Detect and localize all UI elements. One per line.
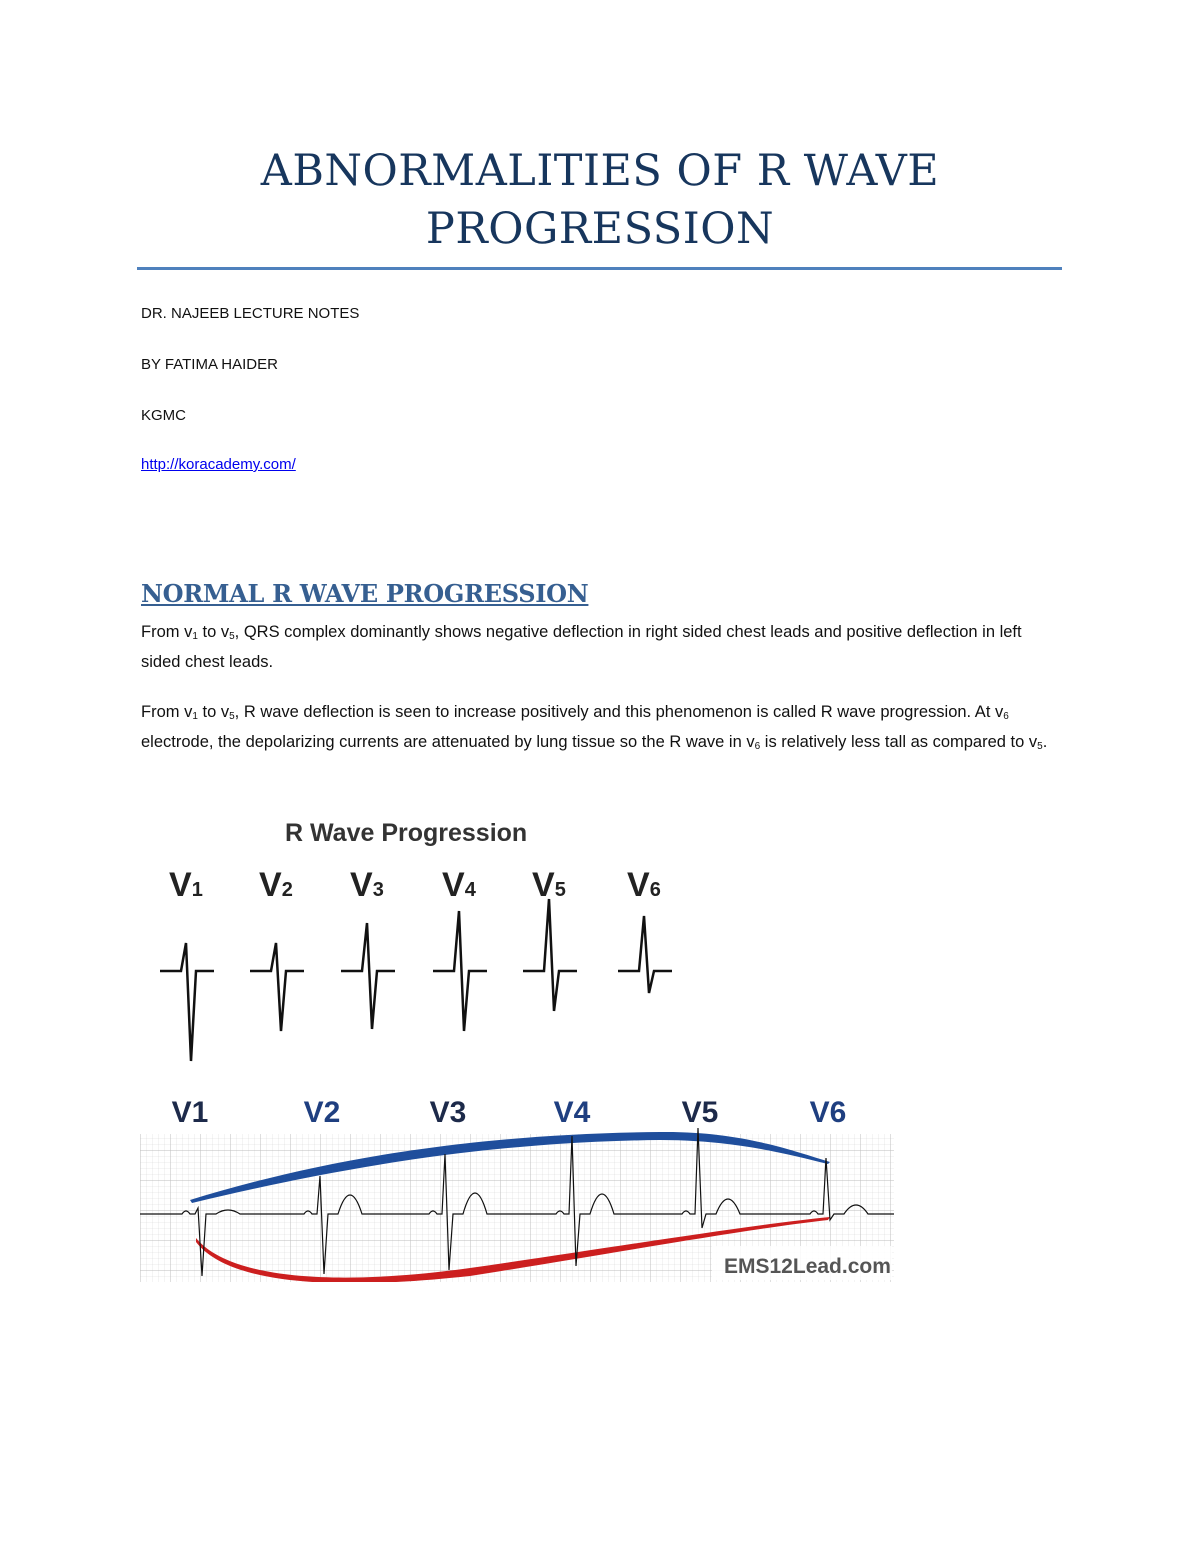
schematic-complex-v6 [618, 916, 672, 993]
schematic-lead-label-v3: V3 [350, 866, 384, 904]
title-line-1: ABNORMALITIES OF R WAVE [260, 146, 940, 196]
strip-lead-label-v5: V5 [681, 1096, 719, 1129]
strip-lead-label-v6: V6 [809, 1096, 847, 1129]
source-link-line [141, 456, 296, 473]
schematic-lead-label-v5: V5 [532, 866, 566, 904]
watermark: EMS12Lead.com [724, 1255, 891, 1278]
section-heading: NORMAL R WAVE PROGRESSION [141, 579, 589, 608]
paragraph-2: From $v_1$ to $v_5$, R wave deflection is seen to increase positively and this phenomenon is called R wave progression. At $v_6$ electrode, the depolarizing currents are attenuated by lung tissue so the R wave in $v_6$ is relatively less tall as compared to $v_5$. [141, 703, 1048, 752]
ecg-strip-figure [140, 1090, 894, 1282]
document-title [140, 142, 1060, 258]
r-wave-progression-schematic [140, 808, 695, 1070]
schematic-lead-label-v6: V6 [627, 866, 661, 904]
author-line-1: DR. NAJEEB LECTURE NOTES [141, 305, 360, 322]
source-link[interactable]: http://koracademy.com/ [141, 456, 296, 473]
author-line-2: BY FATIMA HAIDER [141, 356, 278, 373]
strip-lead-label-v1: V1 [171, 1096, 209, 1129]
author-line-3: KGMC [141, 407, 186, 424]
strip-lead-label-v3: V3 [429, 1096, 467, 1129]
schematic-title: R Wave Progression [285, 819, 528, 847]
title-divider [137, 267, 1062, 270]
title-line-2: PROGRESSION [425, 204, 775, 254]
schematic-complex-v1 [160, 943, 214, 1061]
schematic-complex-v2 [250, 943, 304, 1031]
schematic-complex-v5 [523, 899, 577, 1011]
paragraph-1: From $v_1$ to $v_5$, QRS complex dominantly shows negative deflection in right sided chest leads and positive deflection in left sided chest leads. [141, 623, 1022, 671]
schematic-lead-label-v1: V1 [169, 866, 203, 904]
schematic-lead-label-v2: V2 [259, 866, 293, 904]
schematic-complex-v3 [341, 923, 395, 1029]
schematic-complex-v4 [433, 911, 487, 1031]
schematic-lead-label-v4: V4 [442, 866, 476, 904]
strip-lead-label-v4: V4 [553, 1096, 591, 1129]
strip-lead-label-v2: V2 [303, 1096, 341, 1129]
